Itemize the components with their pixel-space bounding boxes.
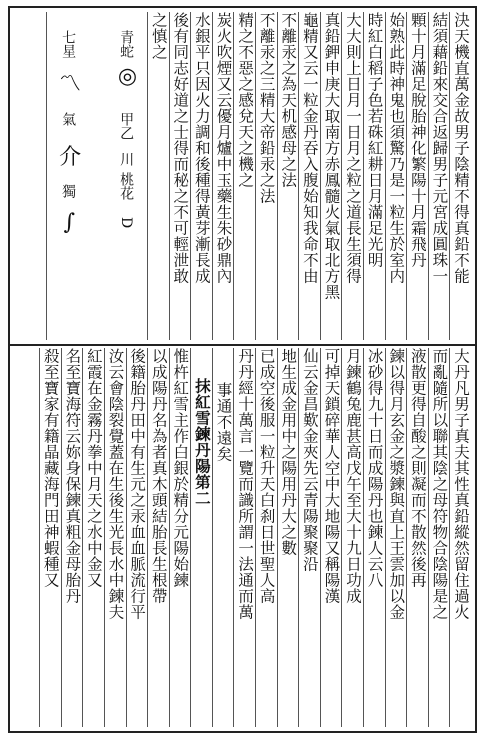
coil-talisman-icon: ◎ xyxy=(117,64,138,89)
text-column: 殺至寶家有籍晶藏海門田神蝦種又 xyxy=(39,348,61,727)
text-column: 以成陽丹名為者真木頭結胎長生根帶 xyxy=(147,348,169,727)
text-column: 鍊以得月玄金之漿鍊與直上王雲加以金 xyxy=(385,348,407,727)
talisman-label: D xyxy=(118,217,135,229)
text-column: 大丹凡男子真夫其性真鉛縱然留住過火 xyxy=(449,348,471,727)
text-column: 精之不惡之感兌天之機之 xyxy=(233,12,255,340)
text-column: 地生成金用中之陽用丹大之數 xyxy=(277,348,299,727)
text-column: 不離汞之為天机感母之法 xyxy=(277,12,299,340)
text-column: 月鍊鶴兔鹿甚高戊午至大十九日功成 xyxy=(341,348,363,727)
text-column: 名至寶海符云妳身保鍊真粗金母胎丹 xyxy=(61,348,83,727)
text-column: 真鉛鉀申庚大取南方赤鳳髓火氣取北方黑 xyxy=(320,12,342,340)
section-heading: 抹紅雪鍊丹陽第二 xyxy=(190,348,212,727)
text-column: 水銀平只因火力調和後種得黃芽漸長成 xyxy=(190,12,212,340)
talisman-label: 獨 xyxy=(60,184,77,198)
upper-register xyxy=(10,8,475,346)
text-column: 液散更得自酸之則凝而不散然後再 xyxy=(406,348,428,727)
text-column: 大大則上日月一日月之粒之道長生須得 xyxy=(341,12,363,340)
text-column: 紅霞在金霧丹拳中月天之水中金又 xyxy=(82,348,104,727)
text-column: 後籍胎丹田中有生元之汞血血脈流行平 xyxy=(126,348,148,727)
text-column: 炭火吹煙又云優月爐中玉藥生朱砂鼎內 xyxy=(212,12,234,340)
lower-register xyxy=(10,344,475,731)
text-column: 始熟此時神鬼也須驚乃是一粒生於室内 xyxy=(385,12,407,340)
text-column: 顆十月滿足脫胎神化繁陽十月霜飛丹 xyxy=(406,12,428,340)
talisman-label: 川 xyxy=(118,152,135,166)
text-column: 已成空後服一粒升天白刹日世聖人高 xyxy=(255,348,277,727)
lower-text-columns xyxy=(14,348,471,727)
text-column: 而亂隨所以聯其陰之母符物合陰陽是之 xyxy=(428,348,450,727)
text-column: 仙云金昌歎金夾先云青陽聚聚沿 xyxy=(298,348,320,727)
text-column: 丹丹經十萬言一覽而識所謂一法通而萬 xyxy=(233,348,255,727)
talisman-label: 青蛇 xyxy=(118,30,135,58)
upper-text-columns xyxy=(14,12,471,340)
talisman-label: 氣 xyxy=(60,112,77,126)
blade-talisman-icon: ∫ xyxy=(63,210,76,235)
talisman-figure xyxy=(46,12,147,340)
text-column: 惟杵紅雪主作白銀於精分元陽始鍊 xyxy=(169,348,191,727)
text-column: 結須藉鉛來交合返歸男子元宮成圓珠一 xyxy=(428,12,450,340)
text-column: 決天機直萬金故男子陰精不得真鉛不能 xyxy=(449,12,471,340)
text-column: 之慎之 xyxy=(147,12,169,340)
squiggle-talisman-icon: 〽 xyxy=(59,72,82,97)
fork-talisman-icon: 介 xyxy=(59,145,82,170)
text-column: 事通不遠矣 xyxy=(212,348,234,727)
talisman-label: 甲乙 xyxy=(118,112,135,140)
text-column: 龜精又云一粒金丹吞入腹始知我命不由 xyxy=(298,12,320,340)
text-column: 冰砂得九十日而成陽丹也鍊人云八 xyxy=(363,348,385,727)
text-column: 不離汞之三精大帝鉛汞之法 xyxy=(255,12,277,340)
text-column: 可掉天鎖碎華人空中大地陽又稱陽漢 xyxy=(320,348,342,727)
talisman-label: 桃花 xyxy=(118,172,135,200)
text-column: 時紅白稻子色若硃紅耕日月滿足光明 xyxy=(363,12,385,340)
talisman-label: 七星 xyxy=(60,30,77,58)
text-column: 後有同志好道之士得而秘之不可輕泄敢 xyxy=(169,12,191,340)
text-column: 汝云會陰裂覺蓋在生後生光長水中鍊夫 xyxy=(104,348,126,727)
scripture-page xyxy=(8,6,477,733)
